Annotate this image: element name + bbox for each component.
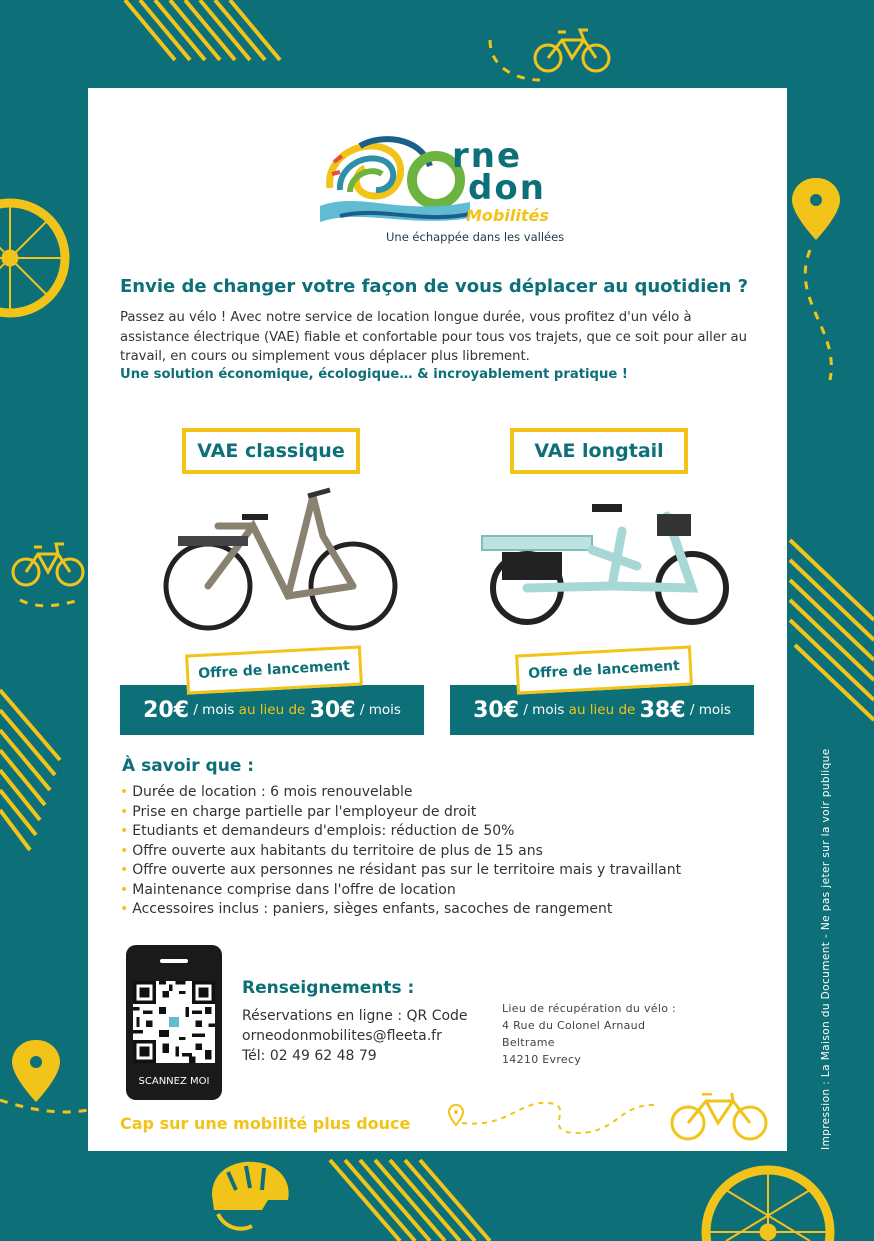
phone-qr-graphic [126, 945, 222, 1100]
pickup-city: 14210 Evrecy [502, 1053, 582, 1066]
price-old: 38€ [639, 697, 686, 723]
list-item: • Durée de location : 6 mois renouvelable [120, 783, 681, 803]
info-list [120, 783, 681, 920]
bike-bottom-icon [672, 1093, 766, 1139]
longtail-bike-icon [472, 486, 732, 636]
brand-logo [320, 136, 565, 248]
print-notice: Impression : La Maison du Document - Ne pas jeter sur la voir publique [820, 748, 832, 1150]
price-current: 20€ [143, 697, 190, 723]
info-title: À savoir que : [122, 756, 255, 776]
map-pin-left-icon [12, 1040, 60, 1102]
map-pin-right-icon [792, 178, 840, 240]
offer-title-longtail: VAE longtail [510, 428, 688, 474]
price-bar-longtail [450, 685, 754, 735]
logo-tagline: Une échappée dans les vallées [386, 230, 565, 244]
contact-booking: Réservations en ligne : QR Code [242, 1008, 468, 1024]
price-unit-old: / mois [359, 702, 401, 718]
price-instead: au lieu de [568, 702, 636, 718]
price-unit: / mois [193, 702, 235, 718]
pickup-label: Lieu de récupération du vélo : [502, 1002, 677, 1015]
logo-word-rne: rne [452, 136, 523, 176]
price-instead: au lieu de [238, 702, 306, 718]
classic-bike-icon [158, 486, 418, 636]
wheel-bottom-right-icon [706, 1170, 830, 1241]
slogan: Cap sur une mobilité plus douce [120, 1114, 411, 1133]
contact-title: Renseignements : [242, 978, 415, 998]
price-unit: / mois [523, 702, 565, 718]
route-decoration [448, 1093, 778, 1143]
qr-code-icon[interactable] [133, 981, 215, 1063]
list-item: • Prise en charge partielle par l'employeur de droit [120, 803, 681, 823]
price-bar-classique [120, 685, 424, 735]
list-item: • Offre ouverte aux personnes ne résidant pas sur le territoire mais y travaillant [120, 861, 681, 881]
offer-tag-classique: Offre de lancement [185, 645, 363, 694]
price-current: 30€ [473, 697, 520, 723]
scan-label: SCANNEZ MOI [138, 1076, 210, 1087]
price-unit-old: / mois [689, 702, 731, 718]
contact-email[interactable]: orneodonmobilites@fleeta.fr [242, 1028, 442, 1044]
list-item: • Maintenance comprise dans l'offre de location [120, 881, 681, 901]
intro-text: Passez au vélo ! Avec notre service de location longue durée, vous profitez d'un vélo à assistance électrique (VAE) fiable et confortable pour tous vos trajets, que ce soit pour aller au travail, en cours ou simplement vous déplacer plus librement. [120, 310, 747, 364]
logo-swirl-icon [320, 136, 470, 228]
small-pin-icon [449, 1105, 463, 1125]
contact-phone[interactable]: Tél: 02 49 62 48 79 [242, 1048, 377, 1064]
price-old: 30€ [309, 697, 356, 723]
bike-left-icon [13, 544, 83, 585]
list-item: • Offre ouverte aux habitants du territoire de plus de 15 ans [120, 842, 681, 862]
pickup-street: 4 Rue du Colonel Arnaud [502, 1019, 646, 1032]
pickup-street-2: Beltrame [502, 1036, 555, 1049]
offer-tag-longtail: Offre de lancement [515, 645, 693, 694]
flyer-sheet [88, 88, 787, 1151]
tire-track-right-icon [790, 540, 874, 720]
list-item: • Etudiants et demandeurs d'emplois: réduction de 50% [120, 822, 681, 842]
list-item: • Accessoires inclus : paniers, sièges enfants, sacoches de rangement [120, 900, 681, 920]
intro-highlight: Une solution économique, écologique… & incroyablement pratique ! [120, 367, 628, 382]
logo-word-mobilites: Mobilités [466, 206, 549, 225]
wheel-left-icon [0, 203, 65, 313]
helmet-icon [212, 1162, 289, 1229]
phone-speaker-icon [160, 959, 188, 963]
tire-track-bottom-icon [330, 1160, 490, 1241]
tire-track-left-icon [0, 690, 60, 850]
tire-track-top-icon [125, 0, 280, 60]
offer-title-classique: VAE classique [182, 428, 360, 474]
bike-top-icon [535, 30, 609, 71]
headline: Envie de changer votre façon de vous déplacer au quotidien ? [120, 276, 749, 297]
logo-word-don: don [468, 168, 546, 208]
